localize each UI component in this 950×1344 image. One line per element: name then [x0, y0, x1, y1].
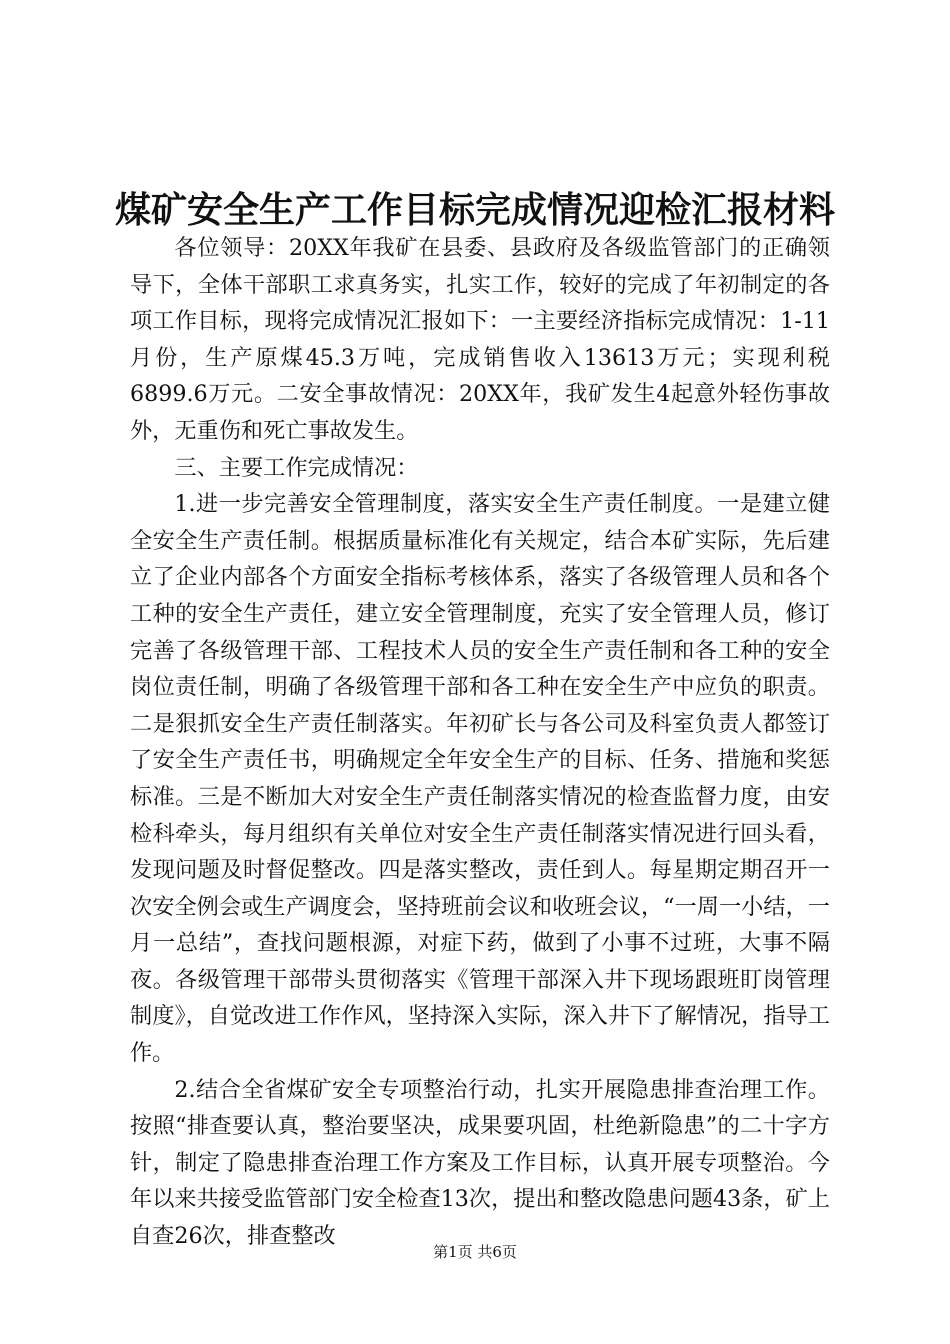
document-title: 煤矿安全生产工作目标完成情况迎检汇报材料 — [114, 189, 835, 231]
paragraph-section-heading: 三、主要工作完成情况： — [174, 454, 419, 481]
paragraph-item-1: 1.进一步完善安全管理制度，落实安全生产责任制度。一是建立健全安全生产责任制。根据质量标准化有关规定，结合本矿实际，先后建立了企业内部各个方面安全指标考核体系，落实了各级管理人员和各个工种的安全生产责任，建立安全管理制度，充实了安全管理人员，修订完善了各级管理干部、工程技术人员的安全生产责任制和各工种的安全岗位责任制，明确了各级管理干部和各工种在安全生产中应负的职责。二是狠抓安全生产责任制落实。年初矿长与各公司及科室负责人都签订了安全生产责任书，明确规定全年安全生产的目标、任务、措施和奖惩标准。三是不断加大对安全生产责任制落实情况的检查监督力度，由安检科牵头，每月组织有关单位对安全生产责任制落实情况进行回头看，发现问题及时督促整改。四是落实整改，责任到人。每星期定期召开一次安全例会或生产调度会，坚持班前会议和收班会议，“一周一小结，一月一总结”，查找问题根源，对症下药，做到了小事不过班，大事不隔夜。各级管理干部带头贯彻落实《管理干部深入井下现场跟班盯岗管理制度》，自觉改进工作作风，坚持深入实际，深入井下了解情况，指导工作。 — [130, 491, 830, 1067]
paragraph-item-2: 2.结合全省煤矿安全专项整治行动，扎实开展隐患排查治理工作。按照“排查要认真，整治要坚决，成果要巩固，杜绝新隐患”的二十字方针，制定了隐患排查治理工作方案及工作目标，认真开展专项整治。今年以来共接受监管部门安全检查13次，提出和整改隐患问题43条，矿上自查26次，排查整改 — [130, 1076, 830, 1250]
document-body — [130, 230, 830, 1255]
paragraph-intro: 各位领导：20XX年我矿在县委、县政府及各级监管部门的正确领导下，全体干部职工求真务实，扎实工作，较好的完成了年初制定的各项工作目标，现将完成情况汇报如下：一主要经济指标完成情况：1-11月份，生产原煤45.3万吨，完成销售收入13613万元；实现利税6899.6万元。二安全事故情况：20XX年，我矿发生4起意外轻伤事故外，无重伤和死亡事故发生。 — [130, 235, 830, 444]
page-footer: 第1页 共6页 — [433, 1243, 517, 1261]
